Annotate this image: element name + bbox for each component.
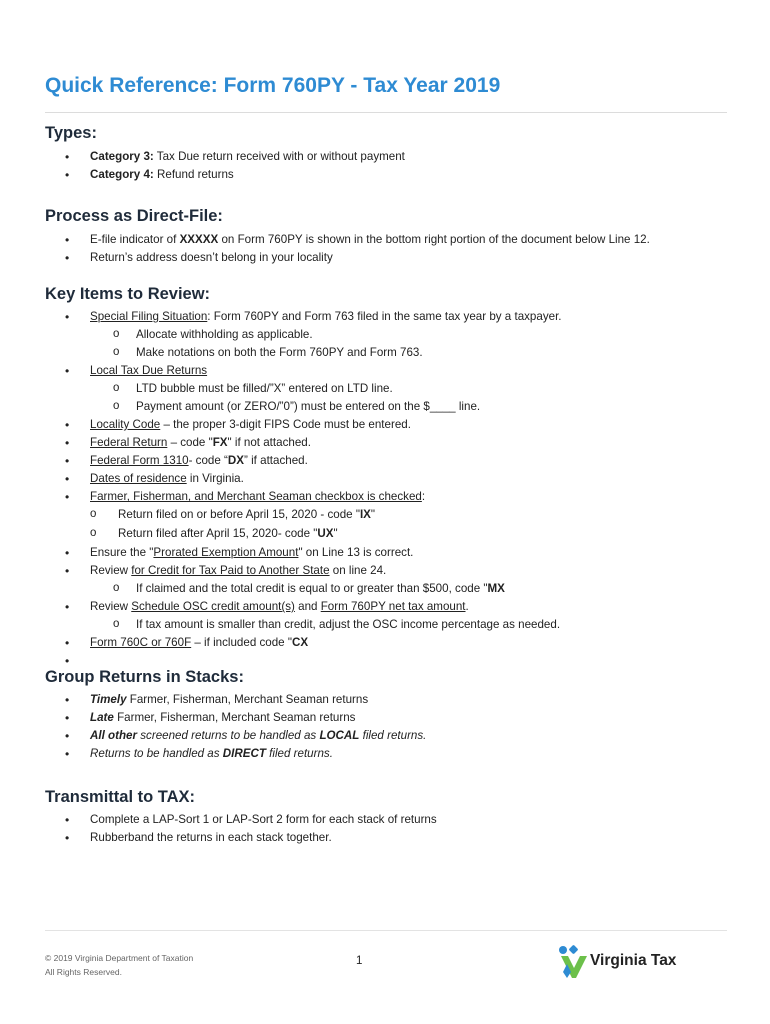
sub-list-item: o LTD bubble must be filled/”X” entered on LTD line. (0, 380, 562, 398)
list-item: • Late Farmer, Fisherman, Merchant Seaman returns (0, 709, 426, 727)
list-item: • Farmer, Fisherman, and Merchant Seaman checkbox is checked: (0, 488, 562, 506)
list-item: • Federal Return – code "FX" if not attached. (0, 434, 562, 452)
key-items-list (0, 308, 562, 670)
virginia-tax-logo-icon (558, 944, 590, 980)
list-item: • Review for Credit for Tax Paid to Another State on line 24. (0, 562, 562, 580)
list-item: • Dates of residence in Virginia. (0, 470, 562, 488)
sub-list-item: o If claimed and the total credit is equal to or greater than $500, code "MX (0, 580, 562, 598)
sub-list-item: o Allocate withholding as applicable. (0, 326, 562, 344)
direct-file-list (0, 231, 650, 267)
list-item: • Locality Code – the proper 3-digit FIPS Code must be entered. (0, 416, 562, 434)
types-heading: Types: (45, 124, 97, 142)
transmittal-list (0, 811, 437, 847)
list-item: • Return’s address doesn’t belong in your locality (0, 249, 650, 267)
rights-text: All Rights Reserved. (45, 967, 123, 977)
sub-list-item: o If tax amount is smaller than credit, adjust the OSC income percentage as needed. (0, 616, 562, 634)
sub-list-item: o Return filed on or before April 15, 2020 - code "IX" (0, 506, 562, 524)
types-list (0, 148, 405, 184)
list-item: • Category 3: Tax Due return received with or without payment (0, 148, 405, 166)
list-item: • E-file indicator of XXXXX on Form 760PY is shown in the bottom right portion of the document below Line 12. (0, 231, 650, 249)
sub-list-item: o Return filed after April 15, 2020- code "UX" (0, 525, 562, 543)
footer-divider (45, 930, 727, 931)
list-item: • Review Schedule OSC credit amount(s) and Form 760PY net tax amount. (0, 598, 562, 616)
list-item: • Federal Form 1310- code “DX” if attached. (0, 452, 562, 470)
title-divider (45, 112, 727, 113)
stacks-heading: Group Returns in Stacks: (45, 668, 244, 686)
transmittal-heading: Transmittal to TAX: (45, 788, 196, 806)
logo-text: Virginia Tax (590, 952, 677, 969)
sub-list-item: o Make notations on both the Form 760PY and Form 763. (0, 344, 562, 362)
page-title: Quick Reference: Form 760PY - Tax Year 2019 (45, 74, 501, 97)
direct-file-heading: Process as Direct-File: (45, 207, 223, 225)
list-item: • Complete a LAP-Sort 1 or LAP-Sort 2 form for each stack of returns (0, 811, 437, 829)
copyright-text: © 2019 Virginia Department of Taxation (45, 953, 194, 963)
list-item: • Ensure the "Prorated Exemption Amount" on Line 13 is correct. (0, 544, 562, 562)
list-item: • Local Tax Due Returns (0, 362, 562, 380)
list-item: • Rubberband the returns in each stack together. (0, 829, 437, 847)
list-item: • Returns to be handled as DIRECT filed returns. (0, 745, 426, 763)
list-item: • Form 760C or 760F – if included code "CX (0, 634, 562, 652)
list-item: • Timely Farmer, Fisherman, Merchant Seaman returns (0, 691, 426, 709)
list-item: • Special Filing Situation: Form 760PY and Form 763 filed in the same tax year by a taxpayer. (0, 308, 562, 326)
footer-copyright (45, 951, 193, 979)
sub-list-item: o Payment amount (or ZERO/”0”) must be entered on the $____ line. (0, 398, 562, 416)
page-number: 1 (356, 955, 363, 967)
virginia-tax-logo (558, 944, 683, 980)
key-items-heading: Key Items to Review: (45, 285, 211, 303)
stacks-list (0, 691, 426, 763)
list-item: • All other screened returns to be handled as LOCAL filed returns. (0, 727, 426, 745)
list-item: • Category 4: Refund returns (0, 166, 405, 184)
